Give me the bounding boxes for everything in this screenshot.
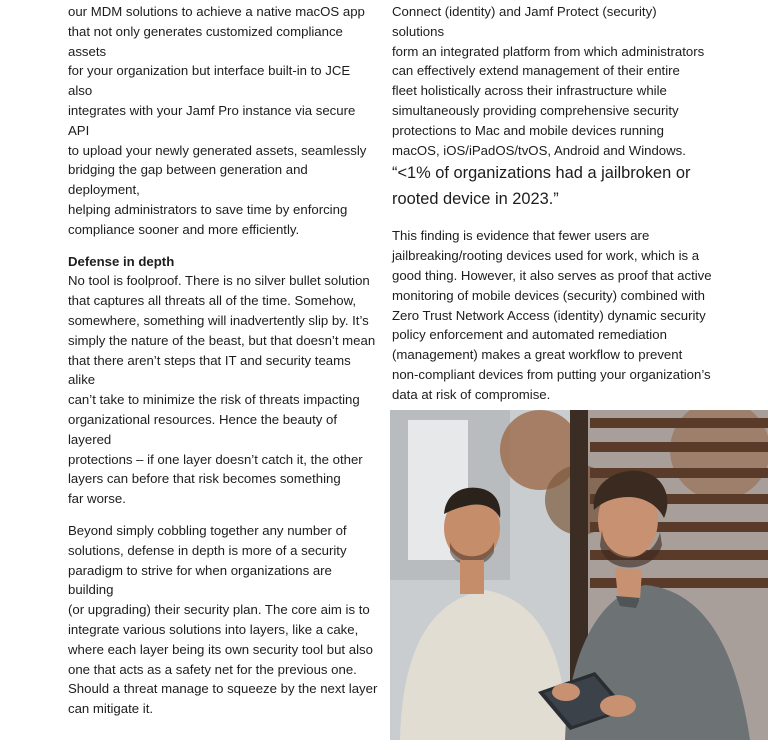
- right-intro-text: Connect (identity) and Jamf Protect (security) solutions form an integrated platform from which administrators can effectively extend management of their entire fleet holistically across their infrastructure while simultaneously providing comprehensive security protections to Mac and mobile devices running macOS, iOS/iPadOS/tvOS, Android and Windows.: [392, 4, 705, 158]
- left-column: [68, 2, 378, 719]
- photo-two-men-with-tablet: [390, 410, 768, 740]
- left-intro-text: our MDM solutions to achieve a native macOS app that not only generates customized compliance assets for your organization but interface built-in to JCE also integrates with your Jamf Pro instance via secure API to upload your newly generated assets, seamlessly bridging the gap between generation and deployment, helping administrators to save time by enforcing compliance sooner and more efficiently.: [68, 4, 367, 237]
- right-column: [392, 2, 712, 405]
- finding-paragraph: This finding is evidence that fewer users are jailbreaking/rooting devices used for work, which is a good thing. However, it also serves as proof that active monitoring of mobile devices (security) combined with Zero Trust Network Access (identity) dynamic security policy enforcement and automated remediation (management) makes a great workflow to prevent non-compliant devices from putting your organization’s data at risk of compromise.: [392, 228, 712, 402]
- section-heading-defense-in-depth: Defense in depth: [68, 253, 175, 269]
- pull-quote: “<1% of organizations had a jailbroken or rooted device in 2023.”: [392, 164, 691, 209]
- defense-paragraph-1: No tool is foolproof. There is no silver bullet solution that captures all threats all of the time. Somehow, somewhere, something will inadvertently slip by. It’s simply the nature of the beast, but that doesn’t mean that there aren’t steps that IT and security teams alike can’t take to minimize the risk of threats impacting organizational resources. Hence the beauty of layered protections – if one layer doesn’t catch it, the other layers can before that risk becomes something far worse.: [68, 273, 376, 507]
- defense-paragraph-2: Beyond simply cobbling together any number of solutions, defense in depth is more of a security paradigm to strive for when organizations are building (or upgrading) their security plan. The core aim is to integrate various solutions into layers, like a cake, where each layer being its own security tool but also one that acts as a safety net for the previous one. Should a threat manage to squeeze by the next layer can mitigate it.: [68, 522, 378, 717]
